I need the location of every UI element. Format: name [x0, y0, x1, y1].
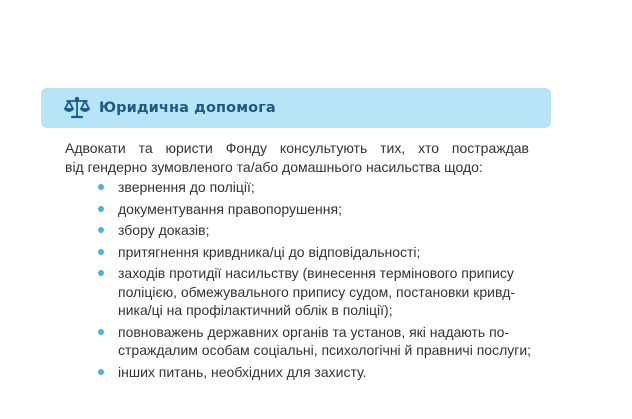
list-item	[94, 363, 534, 382]
list-item	[94, 200, 534, 219]
list-item-text: заходів протидії насильству (винесення термінового припису	[118, 265, 514, 281]
intro-paragraph	[65, 139, 529, 176]
list-item-text: документування правопорушення;	[118, 200, 342, 217]
scales-of-justice-icon	[63, 96, 91, 120]
topics-list	[94, 178, 534, 384]
bullet-dot	[98, 249, 104, 255]
bullet-dot	[98, 369, 104, 375]
intro-line: Адвокати та юристи Фонду консультують тих, хто постраждав	[65, 140, 529, 156]
bullet-dot	[98, 270, 104, 276]
list-item	[94, 178, 534, 197]
list-item-text: притягнення кривдника/ці до відповідальності;	[118, 243, 421, 260]
list-item-text: ника/ці на профілактичний облік в поліції);	[118, 302, 393, 318]
section-header-banner	[41, 88, 551, 128]
bullet-dot	[98, 184, 104, 190]
list-item	[94, 323, 534, 360]
list-item-text: звернення до поліції;	[118, 179, 255, 195]
bullet-dot	[98, 227, 104, 233]
list-item	[94, 243, 534, 262]
list-item-text: поліцією, обмежувального припису судом, постановки кривд-	[118, 283, 516, 300]
list-item-text: страждалим особам соціальні, психологічні й правничі послуги;	[118, 342, 532, 358]
bullet-dot	[98, 329, 104, 335]
list-item	[94, 264, 534, 320]
intro-line: від гендерно зумовленого та/або домашнього насильства щодо:	[65, 158, 483, 175]
list-item-text: повноважень державних органів та установ, які надають по-	[118, 323, 510, 340]
bullet-dot	[98, 206, 104, 212]
section-title: Юридична допомога	[99, 100, 276, 116]
list-item-text: збору доказів;	[118, 222, 210, 238]
list-item-text: інших питань, необхідних для захисту.	[118, 363, 367, 380]
list-item	[94, 221, 534, 240]
